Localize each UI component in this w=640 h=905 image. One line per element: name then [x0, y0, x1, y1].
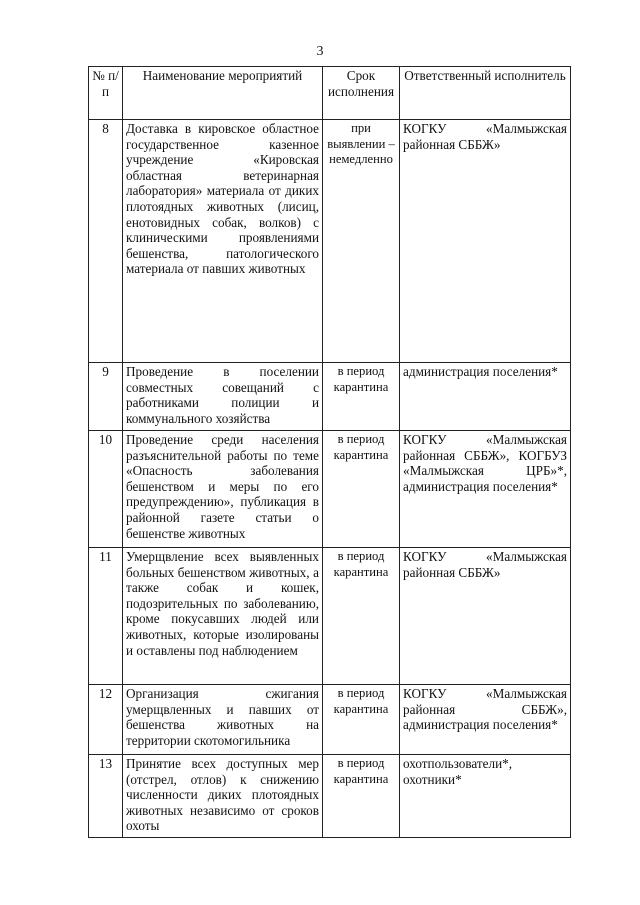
- row-measure-name: Проведение среди населения разъяснительной работы по теме «Опасность заболевания бешенством и меры по его предупреждению», публикация в районной газете статьи о бешенстве животных: [123, 431, 323, 548]
- table-row: [89, 755, 571, 838]
- row-responsible: администрация поселения*: [400, 363, 571, 431]
- row-responsible: КОГКУ «Малмыжская районная СББЖ», КОГБУЗ «Малмыжская ЦРБ»*, администрация поселения*: [400, 431, 571, 548]
- row-number: 9: [89, 363, 123, 431]
- row-number: 12: [89, 685, 123, 755]
- row-measure-name: Организация сжигания умерщвленных и павших от бешенства животных на территории скотомогильника: [123, 685, 323, 755]
- row-responsible: КОГКУ «Малмыжская районная СББЖ»: [400, 548, 571, 685]
- table-row: [89, 431, 571, 548]
- page-number: 3: [316, 44, 324, 59]
- row-number: 8: [89, 120, 123, 363]
- row-number: 10: [89, 431, 123, 548]
- row-measure-name: Проведение в поселении совместных совещаний с работниками полиции и коммунального хозяйства: [123, 363, 323, 431]
- row-term: в период карантина: [323, 755, 400, 838]
- row-term: в период карантина: [323, 363, 400, 431]
- row-term: при выявлении – немедленно: [323, 120, 400, 363]
- table-header-row: [89, 67, 571, 120]
- row-responsible: КОГКУ «Малмыжская районная СББЖ»: [400, 120, 571, 363]
- table-row: [89, 363, 571, 431]
- measures-table: [88, 66, 571, 838]
- row-term: в период карантина: [323, 685, 400, 755]
- row-measure-name: Доставка в кировское областное государственное казенное учреждение «Кировская областная ветеринарная лаборатория» материала от диких плотоядных животных (лисиц, енотовидных собак, волков) с клиническими проявлениями бешенства, патологического материала от павших животных: [123, 120, 323, 363]
- header-responsible: Ответственный исполнитель: [400, 67, 571, 120]
- row-number: 13: [89, 755, 123, 838]
- table-row: [89, 685, 571, 755]
- row-responsible: охотпользователи*, охотники*: [400, 755, 571, 838]
- header-term: Срок исполнения: [323, 67, 400, 120]
- row-number: 11: [89, 548, 123, 685]
- row-term: в период карантина: [323, 548, 400, 685]
- row-measure-name: Принятие всех доступных мер (отстрел, отлов) к снижению численности диких плотоядных животных независимо от сроков охоты: [123, 755, 323, 838]
- header-measure-name: Наименование мероприятий: [123, 67, 323, 120]
- row-measure-name: Умерщвление всех выявленных больных бешенством животных, а также собак и кошек, подозрительных по заболеванию, кроме покусавших людей или животных, которые изолированы и оставлены под наблюдением: [123, 548, 323, 685]
- header-number: № п/п: [89, 67, 123, 120]
- row-term: в период карантина: [323, 431, 400, 548]
- table-row: [89, 120, 571, 363]
- table-row: [89, 548, 571, 685]
- row-responsible: КОГКУ «Малмыжская районная СББЖ», администрация поселения*: [400, 685, 571, 755]
